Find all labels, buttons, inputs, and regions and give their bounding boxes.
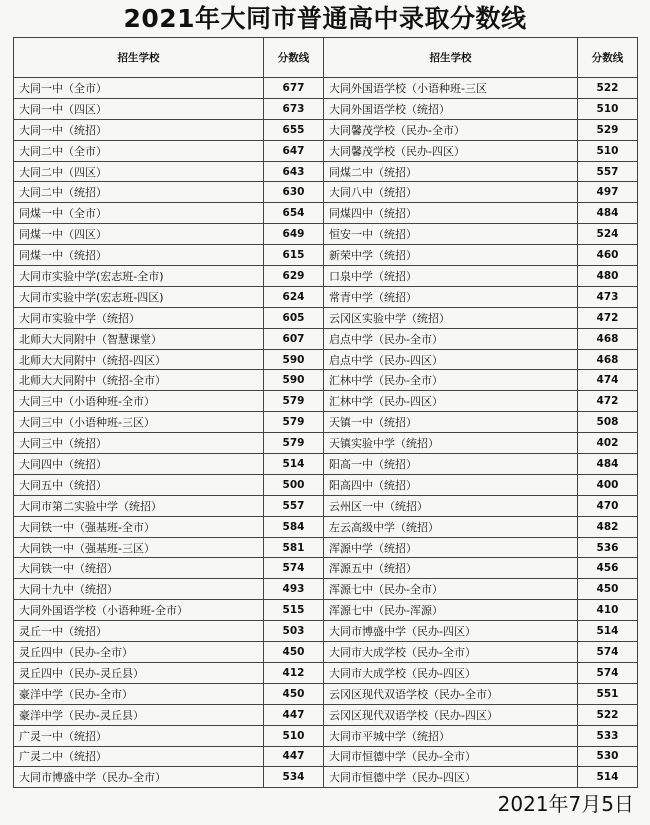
- school-name-right: 恒安一中（统招）: [324, 224, 578, 245]
- table-body: [14, 78, 638, 788]
- school-name-left: 大同市实验中学(宏志班-全市): [14, 266, 264, 287]
- table-row: [14, 224, 638, 245]
- table-row: [14, 600, 638, 621]
- score-right: 474: [578, 370, 638, 391]
- score-left: 503: [264, 621, 324, 642]
- score-right: 522: [578, 704, 638, 725]
- table-row: [14, 161, 638, 182]
- school-name-left: 大同铁一中（强基班-全市）: [14, 516, 264, 537]
- publish-date: 2021年7月5日: [497, 792, 634, 816]
- score-left: 624: [264, 286, 324, 307]
- score-right: 473: [578, 286, 638, 307]
- score-left: 579: [264, 391, 324, 412]
- score-right: 530: [578, 746, 638, 767]
- table-row: [14, 683, 638, 704]
- score-right: 514: [578, 767, 638, 788]
- score-right: 574: [578, 662, 638, 683]
- score-right: 508: [578, 412, 638, 433]
- score-left: 514: [264, 454, 324, 475]
- school-name-left: 大同市实验中学(宏志班-四区): [14, 286, 264, 307]
- score-right: 410: [578, 600, 638, 621]
- table-row: [14, 537, 638, 558]
- school-name-right: 启点中学（民办-四区）: [324, 349, 578, 370]
- school-name-right: 天镇实验中学（统招）: [324, 433, 578, 454]
- score-left: 590: [264, 349, 324, 370]
- table-row: [14, 119, 638, 140]
- school-name-right: 汇林中学（民办-四区）: [324, 391, 578, 412]
- school-name-left: 大同二中（统招）: [14, 182, 264, 203]
- score-right: 484: [578, 454, 638, 475]
- school-name-left: 大同三中（统招）: [14, 433, 264, 454]
- score-left: 647: [264, 140, 324, 161]
- school-name-left: 大同外国语学校（小语种班-全市）: [14, 600, 264, 621]
- table-row: [14, 725, 638, 746]
- school-name-left: 大同三中（小语种班-三区）: [14, 412, 264, 433]
- table-row: [14, 391, 638, 412]
- table-row: [14, 621, 638, 642]
- header-school-left: 招生学校: [14, 38, 264, 78]
- score-right: 402: [578, 433, 638, 454]
- score-right: 574: [578, 642, 638, 663]
- table-row: [14, 579, 638, 600]
- score-left: 493: [264, 579, 324, 600]
- score-left: 510: [264, 725, 324, 746]
- score-right: 529: [578, 119, 638, 140]
- school-name-left: 大同市实验中学（统招）: [14, 307, 264, 328]
- table-row: [14, 412, 638, 433]
- score-left: 450: [264, 642, 324, 663]
- score-left: 412: [264, 662, 324, 683]
- table-row: [14, 642, 638, 663]
- table-row: [14, 454, 638, 475]
- score-right: 470: [578, 495, 638, 516]
- school-name-left: 灵丘四中（民办-全市）: [14, 642, 264, 663]
- table-row: [14, 286, 638, 307]
- school-name-right: 大同外国语学校（统招）: [324, 98, 578, 119]
- school-name-left: 大同十九中（统招）: [14, 579, 264, 600]
- school-name-right: 浑源七中（民办-浑源）: [324, 600, 578, 621]
- table-row: [14, 516, 638, 537]
- score-right: 472: [578, 307, 638, 328]
- score-right: 460: [578, 245, 638, 266]
- table-row: [14, 78, 638, 99]
- school-name-left: 大同铁一中（统招）: [14, 558, 264, 579]
- school-name-right: 大同馨茂学校（民办-四区）: [324, 140, 578, 161]
- table-row: [14, 349, 638, 370]
- table-row: [14, 140, 638, 161]
- score-right: 510: [578, 140, 638, 161]
- score-left: 574: [264, 558, 324, 579]
- score-left: 500: [264, 474, 324, 495]
- score-right: 480: [578, 266, 638, 287]
- school-name-left: 大同一中（全市）: [14, 78, 264, 99]
- table-row: [14, 746, 638, 767]
- school-name-right: 同煤四中（统招）: [324, 203, 578, 224]
- table-row: [14, 328, 638, 349]
- school-name-left: 灵丘一中（统招）: [14, 621, 264, 642]
- school-name-left: 大同四中（统招）: [14, 454, 264, 475]
- school-name-right: 天镇一中（统招）: [324, 412, 578, 433]
- school-name-left: 广灵二中（统招）: [14, 746, 264, 767]
- school-name-left: 大同铁一中（强基班-三区）: [14, 537, 264, 558]
- table-row: [14, 182, 638, 203]
- school-name-right: 常青中学（统招）: [324, 286, 578, 307]
- school-name-left: 同煤一中（全市）: [14, 203, 264, 224]
- school-name-right: 同煤二中（统招）: [324, 161, 578, 182]
- school-name-right: 大同馨茂学校（民办-全市）: [324, 119, 578, 140]
- score-left: 655: [264, 119, 324, 140]
- score-right: 524: [578, 224, 638, 245]
- school-name-left: 豪洋中学（民办-灵丘县）: [14, 704, 264, 725]
- header-school-right: 招生学校: [324, 38, 578, 78]
- score-left: 590: [264, 370, 324, 391]
- score-left: 607: [264, 328, 324, 349]
- score-left: 579: [264, 433, 324, 454]
- score-left: 654: [264, 203, 324, 224]
- school-name-right: 左云高级中学（统招）: [324, 516, 578, 537]
- table-row: [14, 495, 638, 516]
- table-row: [14, 98, 638, 119]
- score-right: 482: [578, 516, 638, 537]
- school-name-right: 浑源五中（统招）: [324, 558, 578, 579]
- score-right: 522: [578, 78, 638, 99]
- school-name-left: 大同一中（四区）: [14, 98, 264, 119]
- score-right: 468: [578, 328, 638, 349]
- table-row: [14, 474, 638, 495]
- score-left: 557: [264, 495, 324, 516]
- table-row: [14, 266, 638, 287]
- score-left: 515: [264, 600, 324, 621]
- table-header-row: [14, 38, 638, 78]
- table-row: [14, 662, 638, 683]
- school-name-right: 大同市大成学校（民办-四区）: [324, 662, 578, 683]
- score-left: 677: [264, 78, 324, 99]
- score-right: 484: [578, 203, 638, 224]
- table-row: [14, 558, 638, 579]
- score-left: 630: [264, 182, 324, 203]
- school-name-left: 北师大大同附中（统招-四区）: [14, 349, 264, 370]
- score-right: 533: [578, 725, 638, 746]
- school-name-right: 阳高一中（统招）: [324, 454, 578, 475]
- table-row: [14, 433, 638, 454]
- school-name-right: 大同市大成学校（民办-全市）: [324, 642, 578, 663]
- school-name-right: 新荣中学（统招）: [324, 245, 578, 266]
- table-row: [14, 767, 638, 788]
- school-name-left: 豪洋中学（民办-全市）: [14, 683, 264, 704]
- score-left: 649: [264, 224, 324, 245]
- score-table: [13, 37, 638, 788]
- score-right: 536: [578, 537, 638, 558]
- score-right: 450: [578, 579, 638, 600]
- score-left: 615: [264, 245, 324, 266]
- school-name-right: 阳高四中（统招）: [324, 474, 578, 495]
- school-name-right: 云冈区实验中学（统招）: [324, 307, 578, 328]
- school-name-right: 浑源中学（统招）: [324, 537, 578, 558]
- school-name-right: 汇林中学（民办-全市）: [324, 370, 578, 391]
- school-name-left: 北师大大同附中（智慧课堂）: [14, 328, 264, 349]
- school-name-left: 大同市第二实验中学（统招）: [14, 495, 264, 516]
- school-name-right: 大同市平城中学（统招）: [324, 725, 578, 746]
- table-row: [14, 370, 638, 391]
- score-left: 581: [264, 537, 324, 558]
- school-name-left: 广灵一中（统招）: [14, 725, 264, 746]
- score-right: 472: [578, 391, 638, 412]
- school-name-right: 云冈区现代双语学校（民办-四区）: [324, 704, 578, 725]
- score-left: 584: [264, 516, 324, 537]
- school-name-right: 启点中学（民办-全市）: [324, 328, 578, 349]
- header-score-left: 分数线: [264, 38, 324, 78]
- school-name-left: 大同一中（统招）: [14, 119, 264, 140]
- score-right: 456: [578, 558, 638, 579]
- score-right: 514: [578, 621, 638, 642]
- page-title: 2021年大同市普通高中录取分数线: [123, 4, 527, 33]
- score-right: 468: [578, 349, 638, 370]
- score-right: 551: [578, 683, 638, 704]
- school-name-right: 云冈区现代双语学校（民办-全市）: [324, 683, 578, 704]
- school-name-right: 大同市博盛中学（民办-四区）: [324, 621, 578, 642]
- score-left: 450: [264, 683, 324, 704]
- score-left: 447: [264, 704, 324, 725]
- school-name-left: 灵丘四中（民办-灵丘县）: [14, 662, 264, 683]
- score-left: 534: [264, 767, 324, 788]
- school-name-left: 北师大大同附中（统招-全市）: [14, 370, 264, 391]
- table-row: [14, 704, 638, 725]
- score-left: 447: [264, 746, 324, 767]
- school-name-left: 大同二中（四区）: [14, 161, 264, 182]
- score-right: 400: [578, 474, 638, 495]
- school-name-left: 大同三中（小语种班-全市）: [14, 391, 264, 412]
- school-name-right: 大同市恒德中学（民办-四区）: [324, 767, 578, 788]
- school-name-right: 口泉中学（统招）: [324, 266, 578, 287]
- school-name-left: 大同市博盛中学（民办-全市）: [14, 767, 264, 788]
- header-score-right: 分数线: [578, 38, 638, 78]
- school-name-left: 同煤一中（四区）: [14, 224, 264, 245]
- school-name-left: 同煤一中（统招）: [14, 245, 264, 266]
- table-row: [14, 203, 638, 224]
- score-right: 510: [578, 98, 638, 119]
- score-left: 605: [264, 307, 324, 328]
- score-right: 557: [578, 161, 638, 182]
- school-name-right: 云州区一中（统招）: [324, 495, 578, 516]
- score-left: 673: [264, 98, 324, 119]
- table-row: [14, 245, 638, 266]
- score-left: 629: [264, 266, 324, 287]
- school-name-right: 大同外国语学校（小语种班-三区: [324, 78, 578, 99]
- school-name-left: 大同二中（全市）: [14, 140, 264, 161]
- score-right: 497: [578, 182, 638, 203]
- school-name-right: 大同市恒德中学（民办-全市）: [324, 746, 578, 767]
- school-name-right: 浑源七中（民办-全市）: [324, 579, 578, 600]
- score-left: 643: [264, 161, 324, 182]
- table-row: [14, 307, 638, 328]
- school-name-left: 大同五中（统招）: [14, 474, 264, 495]
- school-name-right: 大同八中（统招）: [324, 182, 578, 203]
- score-left: 579: [264, 412, 324, 433]
